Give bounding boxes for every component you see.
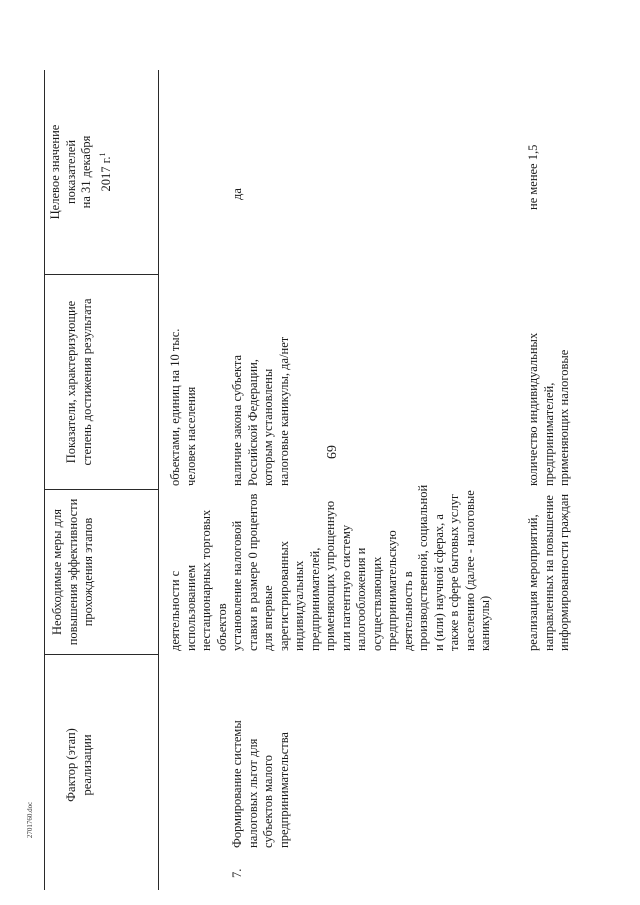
table-top-rule: [44, 70, 45, 890]
row1-indicators: объектами, единиц на 10 тыс. человек населения: [168, 328, 198, 486]
row3-target: не менее 1,5: [526, 144, 540, 210]
row3-indicators: количество индивидуальных предпринимателей, применяющих налоговые: [526, 332, 571, 486]
row2-measures: установление налоговой ставки в размере 0 процентов для впервые зарегистрированных индивидуальных предпринимателей, применяющих упрощенную или патентную систему налогообложения и осуществляющих предпринимательскую деятельность в производственной, социальной и (или) научной сферах, а также в сфере бытовых услуг населению (далее - налоговые каникулы): [230, 484, 492, 651]
header-target: [48, 72, 114, 272]
header-bottom-rule: [158, 70, 159, 890]
row2-number: 7.: [230, 868, 244, 878]
page-number: 69: [323, 445, 338, 459]
header-indicators: Показатели, характеризующие степень достижения результата: [64, 298, 94, 466]
row1-measures: деятельности с использованием нестационарных торговых объектов: [168, 509, 229, 651]
header-target-text: Целевое значение показателей на 31 декабря 2017 г.: [48, 124, 113, 220]
header-separator-3: [44, 274, 158, 275]
row2-indicators: наличие закона субъекта Российской Федерации, которым установлены налоговые каникулы, да/нет: [230, 336, 291, 486]
document-reference: 2701760.doc: [26, 801, 34, 839]
header-target-footnote: 1: [97, 152, 107, 157]
header-separator-1: [44, 654, 158, 655]
header-measures: Необходимые меры для повышения эффективности прохождения этапов: [50, 498, 95, 646]
row2-factor: Формирование системы налоговых льгот для субъектов малого предпринимательства: [230, 720, 291, 848]
row3-measures: реализация мероприятий, направленных на повышение информированности граждан: [526, 493, 571, 651]
row2-target: да: [230, 188, 244, 200]
header-separator-2: [44, 489, 158, 490]
header-factor: Фактор (этап) реализации: [64, 728, 94, 802]
rotated-table: [40, 70, 590, 890]
